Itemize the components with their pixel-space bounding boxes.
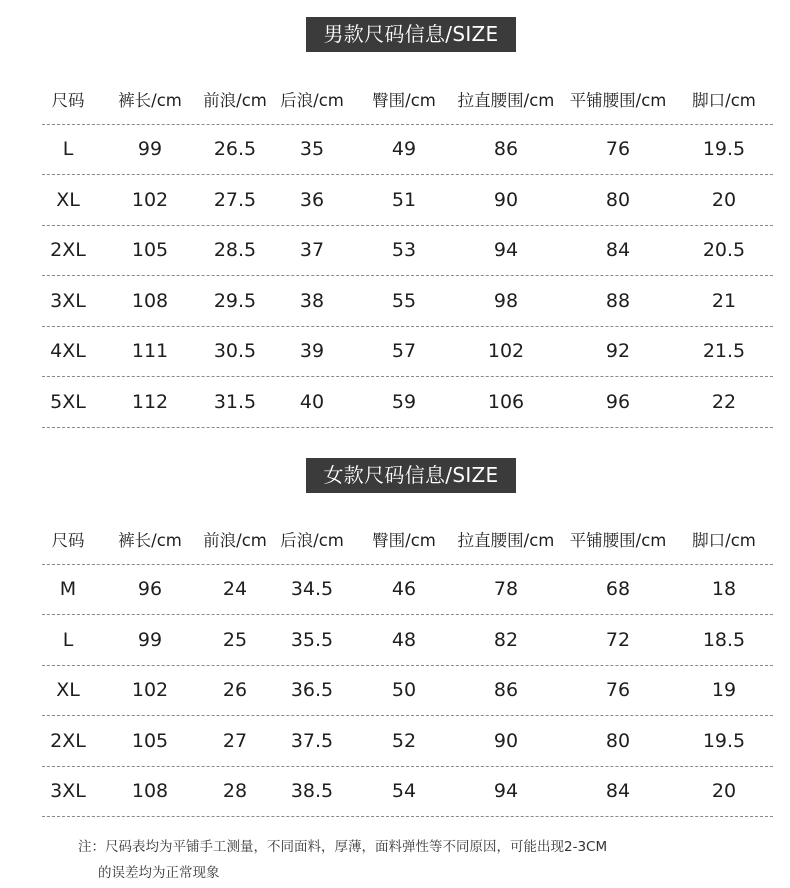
measure-cell: 78 [493, 578, 519, 601]
measure-cell: 36 [299, 188, 325, 211]
measure-cell: 86 [493, 138, 519, 161]
size-cell: 3XL [50, 780, 86, 803]
measure-cell: 102 [487, 340, 525, 363]
table-row [42, 716, 773, 767]
size-cell: M [59, 578, 77, 601]
header-cell: 拉直腰围/cm [457, 90, 555, 110]
measure-cell: 35.5 [290, 628, 334, 651]
measure-cell: 18.5 [702, 628, 746, 651]
measure-cell: 111 [131, 340, 169, 363]
header-cell: 尺码 [51, 90, 85, 110]
size-cell: 2XL [50, 729, 86, 752]
measure-cell: 82 [493, 628, 519, 651]
measure-cell: 20.5 [702, 239, 746, 262]
measure-cell: 84 [605, 780, 631, 803]
measure-cell: 28.5 [213, 239, 257, 262]
measure-cell: 80 [605, 729, 631, 752]
measure-cell: 59 [391, 390, 417, 413]
size-cell: 3XL [50, 289, 86, 312]
measure-cell: 80 [605, 188, 631, 211]
measure-cell: 27.5 [213, 188, 257, 211]
measure-cell: 102 [131, 679, 169, 702]
header-cell: 前浪/cm [203, 530, 267, 550]
measure-cell: 49 [391, 138, 417, 161]
table-row [42, 666, 773, 717]
header-cell: 裤长/cm [118, 530, 182, 550]
header-cell: 脚口/cm [692, 530, 756, 550]
measure-cell: 98 [493, 289, 519, 312]
measure-cell: 34.5 [290, 578, 334, 601]
measure-cell: 94 [493, 239, 519, 262]
measure-cell: 40 [299, 390, 325, 413]
measure-cell: 26 [222, 679, 248, 702]
measure-cell: 96 [605, 390, 631, 413]
measure-cell: 106 [487, 390, 525, 413]
women-header-row [42, 514, 773, 565]
measure-cell: 38.5 [290, 780, 334, 803]
note-line-1: 注：尺码表均为平铺手工测量，不同面料，厚薄，面料弹性等不同原因，可能出现2-3CM [78, 839, 608, 855]
women-size-title: 女款尺码信息/SIZE [306, 458, 516, 493]
measure-cell: 38 [299, 289, 325, 312]
measure-cell: 105 [131, 729, 169, 752]
size-cell: 5XL [50, 390, 86, 413]
measure-cell: 31.5 [213, 390, 257, 413]
measure-cell: 72 [605, 628, 631, 651]
men-size-title: 男款尺码信息/SIZE [306, 17, 516, 52]
measure-cell: 19.5 [702, 138, 746, 161]
header-cell: 尺码 [51, 530, 85, 550]
measure-cell: 36.5 [290, 679, 334, 702]
size-cell: 2XL [50, 239, 86, 262]
measure-cell: 92 [605, 340, 631, 363]
header-cell: 平铺腰围/cm [569, 90, 667, 110]
measure-cell: 18 [711, 578, 737, 601]
measure-cell: 53 [391, 239, 417, 262]
measure-cell: 68 [605, 578, 631, 601]
measure-cell: 99 [137, 138, 163, 161]
table-row [42, 377, 773, 428]
measure-cell: 48 [391, 628, 417, 651]
measure-cell: 57 [391, 340, 417, 363]
header-cell: 后浪/cm [280, 90, 344, 110]
header-cell: 平铺腰围/cm [569, 530, 667, 550]
measure-cell: 52 [391, 729, 417, 752]
table-row [42, 615, 773, 666]
size-cell: XL [56, 188, 80, 211]
measure-cell: 76 [605, 679, 631, 702]
measure-cell: 25 [222, 628, 248, 651]
measure-cell: 90 [493, 729, 519, 752]
measure-cell: 108 [131, 780, 169, 803]
measure-cell: 88 [605, 289, 631, 312]
table-row [42, 276, 773, 327]
measure-cell: 54 [391, 780, 417, 803]
header-cell: 裤长/cm [118, 90, 182, 110]
measure-cell: 96 [137, 578, 163, 601]
table-row [42, 565, 773, 616]
size-cell: 4XL [50, 340, 86, 363]
measure-cell: 90 [493, 188, 519, 211]
size-cell: XL [56, 679, 80, 702]
measure-cell: 84 [605, 239, 631, 262]
measure-cell: 24 [222, 578, 248, 601]
size-cell: L [62, 138, 74, 161]
table-row [42, 226, 773, 277]
measure-cell: 29.5 [213, 289, 257, 312]
measure-cell: 102 [131, 188, 169, 211]
measure-cell: 21 [711, 289, 737, 312]
header-cell: 臀围/cm [372, 530, 436, 550]
measure-cell: 30.5 [213, 340, 257, 363]
measure-cell: 22 [711, 390, 737, 413]
table-row [42, 767, 773, 818]
men-header-row [42, 74, 773, 125]
women-size-table [42, 514, 773, 817]
measure-cell: 94 [493, 780, 519, 803]
measure-cell: 35 [299, 138, 325, 161]
measure-cell: 20 [711, 780, 737, 803]
size-cell: L [62, 628, 74, 651]
table-row [42, 175, 773, 226]
measure-cell: 39 [299, 340, 325, 363]
measure-cell: 37.5 [290, 729, 334, 752]
measure-cell: 19 [711, 679, 737, 702]
header-cell: 拉直腰围/cm [457, 530, 555, 550]
measure-cell: 21.5 [702, 340, 746, 363]
measure-cell: 76 [605, 138, 631, 161]
measure-cell: 20 [711, 188, 737, 211]
measure-cell: 50 [391, 679, 417, 702]
measure-cell: 86 [493, 679, 519, 702]
men-size-table [42, 74, 773, 428]
header-cell: 臀围/cm [372, 90, 436, 110]
measure-cell: 27 [222, 729, 248, 752]
header-cell: 前浪/cm [203, 90, 267, 110]
measure-cell: 99 [137, 628, 163, 651]
measure-cell: 46 [391, 578, 417, 601]
measure-cell: 26.5 [213, 138, 257, 161]
table-row [42, 125, 773, 176]
header-cell: 脚口/cm [692, 90, 756, 110]
measure-cell: 112 [131, 390, 169, 413]
measure-cell: 19.5 [702, 729, 746, 752]
measure-cell: 55 [391, 289, 417, 312]
header-cell: 后浪/cm [280, 530, 344, 550]
measure-cell: 28 [222, 780, 248, 803]
note-line-2: 的误差均为正常现象 [98, 865, 220, 881]
measure-cell: 108 [131, 289, 169, 312]
measure-cell: 37 [299, 239, 325, 262]
table-row [42, 327, 773, 378]
measure-cell: 51 [391, 188, 417, 211]
measure-cell: 105 [131, 239, 169, 262]
